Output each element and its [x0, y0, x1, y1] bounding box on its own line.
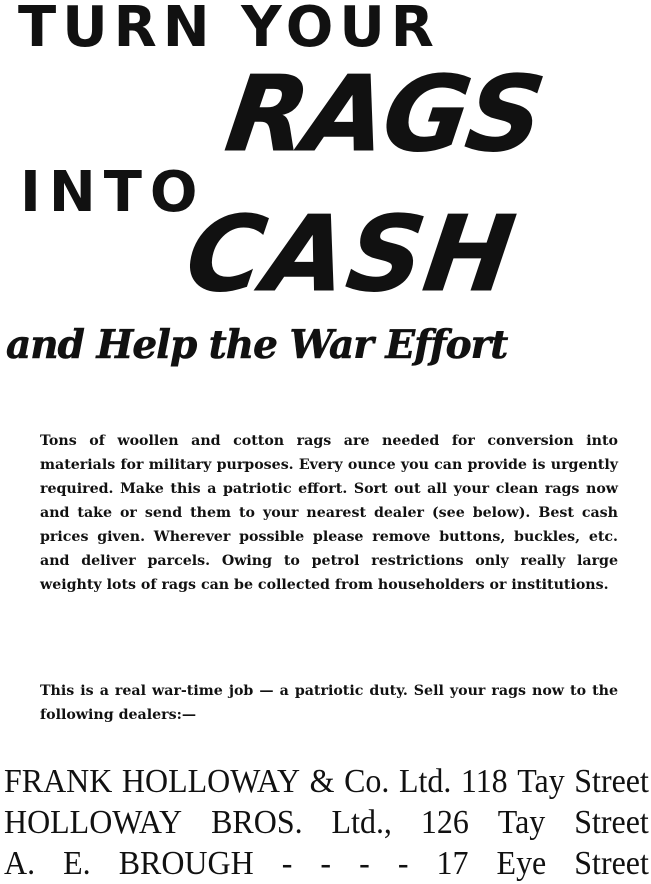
headline-into: INTO	[20, 160, 206, 225]
headline-turn-your: TURN YOUR	[18, 0, 440, 60]
dealer-word: E.	[63, 845, 91, 882]
body-paragraph-appeal: Tons of woollen and cotton rags are needed for conversion into materials for military purposes. Every ounce you can provide is urgently required. Make this a patriotic effort. Sort out all your clean rags now and take or send them to your nearest dealer (see below). Best cash prices given. Wherever possible please remove buttons, buckles, etc. and deliver parcels. Owing to petrol restrictions only really large weighty lots of rags can be collected from householders or institutions.	[40, 433, 618, 593]
dealer-word: BROS.	[211, 804, 303, 841]
dealer-word: Street	[574, 845, 649, 882]
dealer-word: -	[320, 845, 332, 882]
dealer-word: A.	[4, 845, 36, 882]
dealer-word: -	[397, 845, 409, 882]
dealer-word: Eye	[496, 845, 547, 882]
headline-tagline: and Help the War Effort	[6, 322, 508, 368]
headline-cash: CASH	[179, 193, 524, 315]
dealer-word: Tay	[517, 763, 565, 800]
dealer-list	[4, 761, 649, 884]
dealer-row	[4, 843, 649, 884]
dealer-word: Tay	[497, 804, 546, 841]
dealer-word: -	[281, 845, 293, 882]
dealer-word: Ltd.	[398, 763, 452, 800]
dealer-word: HOLLOWAY	[4, 804, 183, 841]
dealer-word: Ltd.,	[331, 804, 392, 841]
body-paragraph-call-to-action: This is a real war-time job — a patriotic duty. Sell your rags now to the following dealers:—	[40, 683, 618, 723]
dealer-word: 126	[420, 804, 469, 841]
dealer-word: 118	[460, 763, 508, 800]
dealer-word: Street	[574, 763, 649, 800]
dealer-word: BROUGH	[118, 845, 254, 882]
dealer-word: FRANK	[4, 763, 113, 800]
dealer-word: HOLLOWAY	[121, 763, 301, 800]
headline-rags: RAGS	[219, 53, 550, 175]
dealer-word: -	[359, 845, 370, 882]
dealer-word: 17	[436, 845, 469, 882]
dealer-row	[4, 761, 649, 802]
dealer-row	[4, 802, 649, 843]
dealer-word: &	[309, 763, 335, 800]
dealer-word: Street	[574, 804, 649, 841]
dealer-word: Co.	[344, 763, 390, 800]
